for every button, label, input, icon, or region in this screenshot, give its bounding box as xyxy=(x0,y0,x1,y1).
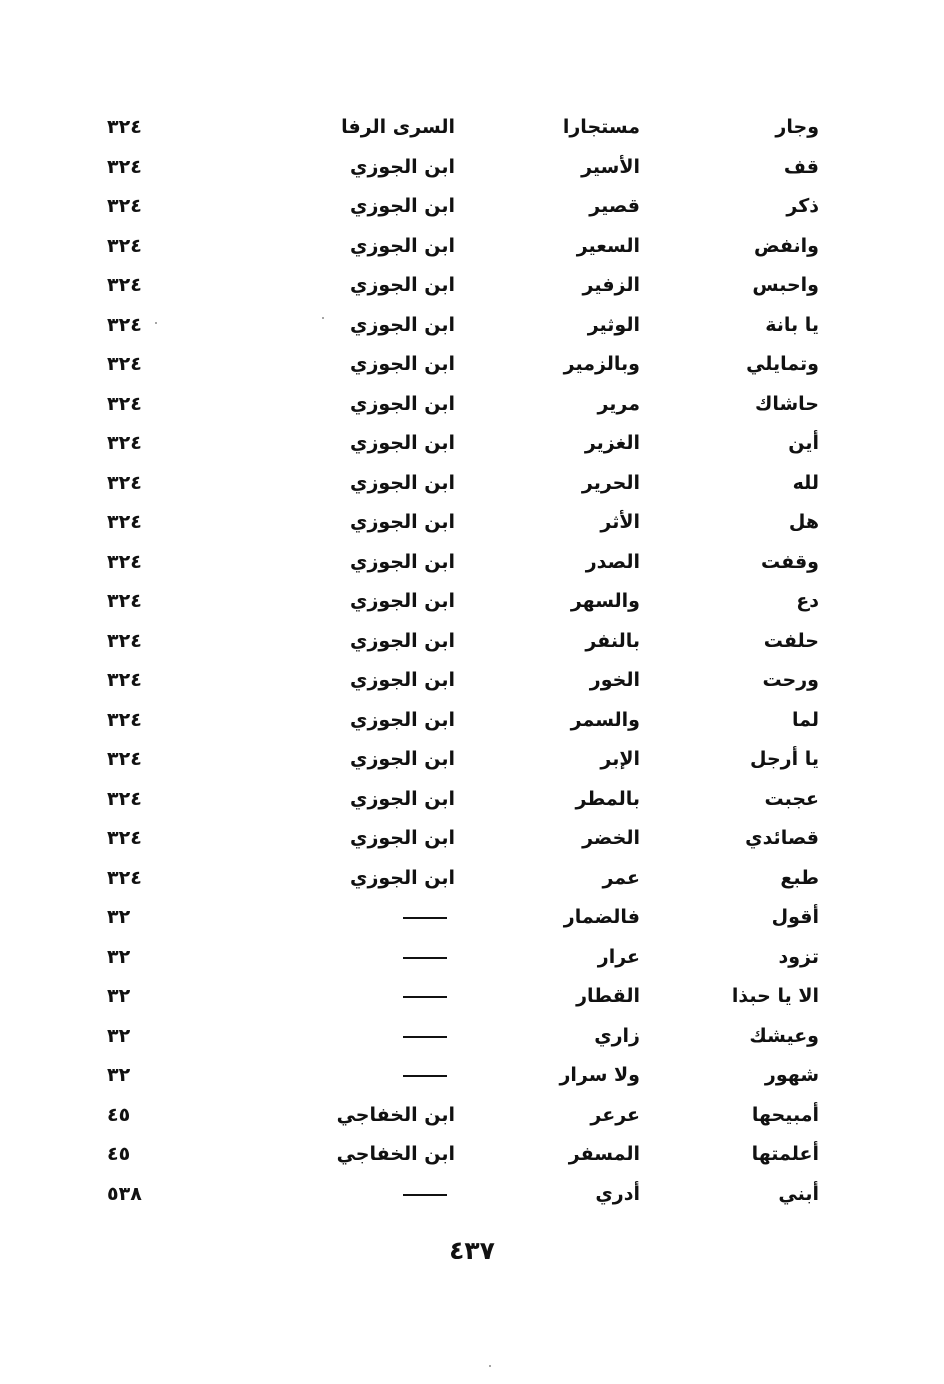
index-row xyxy=(95,186,835,226)
verse-opening-word: لما xyxy=(791,708,819,731)
poet-name: ابن الجوزي xyxy=(350,392,455,415)
verse-rhyme-word: مرير xyxy=(597,392,640,415)
poet-name: ابن الجوزي xyxy=(350,669,455,691)
verse-rhyme-word: الخور xyxy=(589,669,640,691)
verse-opening-word: واحبس xyxy=(752,274,819,296)
scan-speck xyxy=(489,1365,491,1367)
page-reference: ٤٥ xyxy=(107,1143,131,1165)
verse-rhyme-word: والسمر xyxy=(570,708,640,731)
verse-rhyme-word: السعير xyxy=(576,234,640,257)
index-row xyxy=(95,739,835,779)
verse-rhyme-word: القطار xyxy=(576,985,640,1007)
page-reference: ٥٣٨ xyxy=(107,1182,142,1205)
poet-name: ابن الجوزي xyxy=(350,787,455,810)
index-row xyxy=(95,976,835,1016)
poet-name: ابن الجوزي xyxy=(350,511,455,533)
page-reference: ٣٢٤ xyxy=(107,590,142,612)
page-reference: ٣٢٤ xyxy=(107,511,142,533)
unknown-poet-dash xyxy=(403,1036,447,1038)
index-row xyxy=(95,858,835,898)
verse-rhyme-word: الإبر xyxy=(600,748,640,770)
verse-opening-word: حلفت xyxy=(763,629,819,652)
poet-name: ابن الجوزي xyxy=(350,313,455,336)
poet-name: ابن الجوزي xyxy=(350,708,455,731)
index-row xyxy=(95,542,835,582)
poet-name: ابن الجوزي xyxy=(350,353,455,375)
index-row xyxy=(95,1134,835,1174)
page-reference: ٣٢٤ xyxy=(107,116,142,138)
unknown-poet-dash xyxy=(403,1075,447,1077)
index-row xyxy=(95,581,835,621)
index-row xyxy=(95,423,835,463)
verse-rhyme-word: بالمطر xyxy=(575,787,640,810)
verse-opening-word: وعيشك xyxy=(749,1024,819,1047)
verse-rhyme-word: الزفير xyxy=(582,274,640,296)
verse-opening-word: عجبت xyxy=(764,787,819,810)
page-reference: ٣٢٤ xyxy=(107,432,142,454)
index-row xyxy=(95,897,835,937)
verse-opening-word: أبني xyxy=(778,1182,819,1205)
unknown-poet-dash xyxy=(403,917,447,919)
verse-opening-word: طبع xyxy=(780,866,819,889)
index-row xyxy=(95,265,835,305)
verse-rhyme-word: قصير xyxy=(589,195,640,217)
index-row xyxy=(95,107,835,147)
verse-opening-word: الا يا حبذا xyxy=(731,985,819,1007)
verse-rhyme-word: فالضمار xyxy=(563,906,640,928)
page-reference: ٣٢٤ xyxy=(107,471,142,494)
poet-name: ابن الجوزي xyxy=(350,550,455,573)
verse-rhyme-word: أدري xyxy=(595,1182,640,1205)
verse-rhyme-word: زاري xyxy=(594,1024,640,1047)
page-reference: ٣٢٤ xyxy=(107,392,142,415)
index-row xyxy=(95,344,835,384)
page-number: ٤٣٧ xyxy=(449,1236,495,1265)
page-reference: ٣٢ xyxy=(107,1064,131,1086)
verse-opening-word: ذكر xyxy=(786,195,819,217)
page-reference: ٣٢٤ xyxy=(107,155,142,178)
verse-opening-word: ورحت xyxy=(762,669,819,691)
page-reference: ٣٢ xyxy=(107,1024,131,1047)
verse-rhyme-word: ولا سرار xyxy=(559,1064,640,1086)
page-reference: ٣٢ xyxy=(107,985,131,1007)
verse-opening-word: حاشاك xyxy=(754,392,819,415)
index-row xyxy=(95,384,835,424)
poet-name: ابن الجوزي xyxy=(350,234,455,257)
page-reference: ٣٢٤ xyxy=(107,195,142,217)
index-row xyxy=(95,1016,835,1056)
page-reference: ٣٢٤ xyxy=(107,353,142,375)
verse-opening-word: يا بانة xyxy=(765,313,819,336)
poet-name: ابن الجوزي xyxy=(350,866,455,889)
verse-rhyme-word: الصدر xyxy=(585,550,640,573)
page-reference: ٣٢ xyxy=(107,906,131,928)
verse-rhyme-word: بالنفر xyxy=(585,629,640,652)
unknown-poet-dash xyxy=(403,1194,447,1196)
unknown-poet-dash xyxy=(403,996,447,998)
verse-opening-word: قصائدي xyxy=(745,827,819,849)
verse-opening-word: وتمايلي xyxy=(746,353,819,375)
index-row xyxy=(95,226,835,266)
verse-rhyme-word: الأسير xyxy=(581,155,640,178)
index-row xyxy=(95,1095,835,1135)
poet-name: ابن الجوزي xyxy=(350,155,455,178)
poet-name: ابن الخفاجي xyxy=(336,1103,455,1126)
poet-name: ابن الجوزي xyxy=(350,590,455,612)
page-reference: ٣٢٤ xyxy=(107,708,142,731)
verse-rhyme-word: عمر xyxy=(602,866,640,889)
page-reference: ٤٥ xyxy=(107,1103,131,1126)
page-reference: ٣٢٤ xyxy=(107,827,142,849)
index-row xyxy=(95,700,835,740)
page-reference: ٣٢٤ xyxy=(107,787,142,810)
page-reference: ٣٢٤ xyxy=(107,550,142,573)
page-reference: ٣٢ xyxy=(107,945,131,968)
page-reference: ٣٢٤ xyxy=(107,234,142,257)
verse-opening-word: أقول xyxy=(771,906,819,928)
verse-rhyme-word: وبالزمير xyxy=(563,353,640,375)
verse-opening-word: وانفض xyxy=(753,234,819,257)
verse-rhyme-word: الغزير xyxy=(584,432,640,454)
page-reference: ٣٢٤ xyxy=(107,313,142,336)
verse-rhyme-word: عرعر xyxy=(590,1103,640,1126)
poet-name: ابن الجوزي xyxy=(350,748,455,770)
poet-name: السرى الرفا xyxy=(341,116,455,138)
page-reference: ٣٢٤ xyxy=(107,629,142,652)
index-row xyxy=(95,463,835,503)
scan-speck xyxy=(322,317,324,319)
verse-rhyme-word: الوثير xyxy=(587,313,640,336)
verse-rhyme-word: الخضر xyxy=(582,827,640,849)
verse-opening-word: قف xyxy=(783,155,819,178)
poet-name: ابن الجوزي xyxy=(350,274,455,296)
verse-opening-word: هل xyxy=(788,511,819,533)
index-row xyxy=(95,779,835,819)
verse-rhyme-word: المسفر xyxy=(568,1143,640,1165)
page-reference: ٣٢٤ xyxy=(107,866,142,889)
verse-rhyme-word: والسهر xyxy=(570,590,640,612)
index-row xyxy=(95,147,835,187)
page-reference: ٣٢٤ xyxy=(107,669,142,691)
verse-rhyme-word: مستجارا xyxy=(562,116,640,138)
index-row xyxy=(95,937,835,977)
index-row xyxy=(95,502,835,542)
poet-name: ابن الجوزي xyxy=(350,432,455,454)
index-row xyxy=(95,1174,835,1214)
index-row xyxy=(95,818,835,858)
verse-rhyme-word: عرار xyxy=(597,945,640,968)
poet-name: ابن الجوزي xyxy=(350,827,455,849)
verse-opening-word: لله xyxy=(792,471,819,494)
verse-opening-word: شهور xyxy=(764,1064,819,1086)
poet-name: ابن الجوزي xyxy=(350,471,455,494)
scan-speck xyxy=(155,322,157,324)
page-reference: ٣٢٤ xyxy=(107,748,142,770)
verse-opening-word: وجار xyxy=(775,116,819,138)
index-row xyxy=(95,1055,835,1095)
index-row xyxy=(95,660,835,700)
index-row xyxy=(95,621,835,661)
poet-name: ابن الخفاجي xyxy=(336,1143,455,1165)
index-row xyxy=(95,305,835,345)
verse-opening-word: دع xyxy=(796,590,819,612)
verse-opening-word: يا أرجل xyxy=(750,748,819,770)
poet-name: ابن الجوزي xyxy=(350,195,455,217)
verse-opening-word: أعلمتها xyxy=(751,1143,819,1165)
verse-rhyme-word: الأثر xyxy=(600,511,640,533)
verse-opening-word: تزود xyxy=(778,945,819,968)
verse-rhyme-word: الحرير xyxy=(581,471,640,494)
verse-opening-word: أمبيحها xyxy=(751,1103,819,1126)
verse-opening-word: أين xyxy=(788,432,819,454)
verse-index-table xyxy=(95,107,835,1213)
page-reference: ٣٢٤ xyxy=(107,274,142,296)
verse-opening-word: وقفت xyxy=(760,550,819,573)
unknown-poet-dash xyxy=(403,957,447,959)
poet-name: ابن الجوزي xyxy=(350,629,455,652)
